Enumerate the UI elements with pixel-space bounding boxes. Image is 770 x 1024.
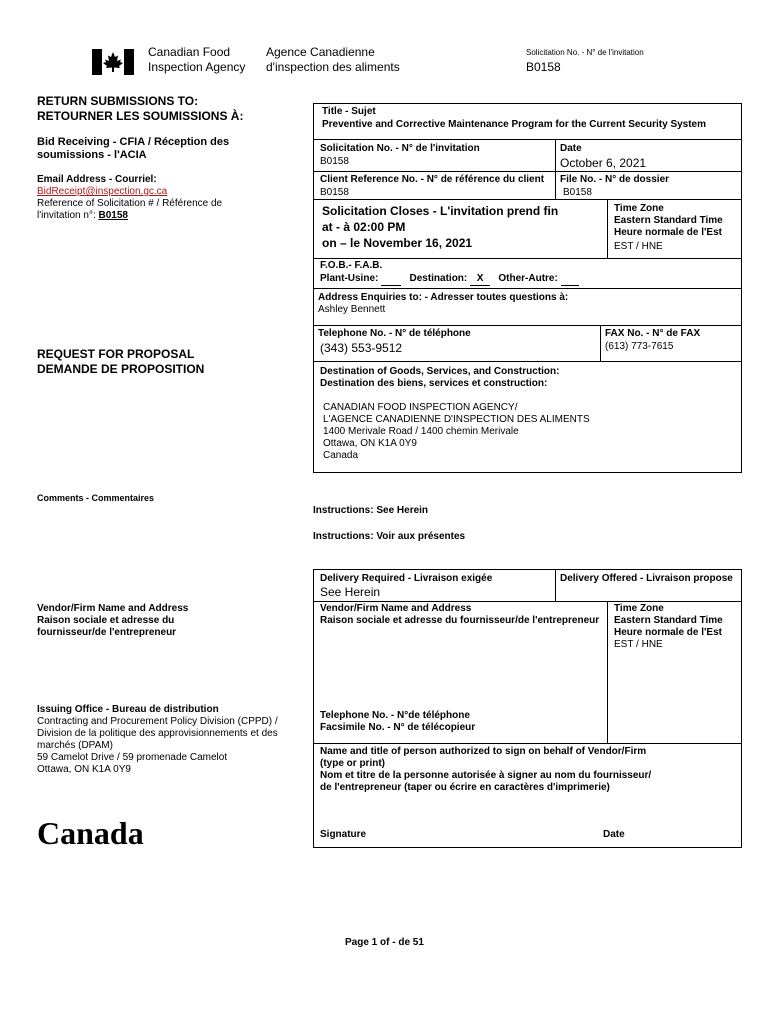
title-label: Title - Sujet <box>322 106 376 117</box>
title-value: Preventive and Corrective Maintenance Program for the Current Security System <box>322 119 707 130</box>
department-name-fr: Agence Canadienne d'inspection des aliments <box>266 45 400 74</box>
client-reference-label: Client Reference No. - N° de référence du client <box>320 174 545 185</box>
fob-options: Plant-Usine: Destination: X Other-Autre: <box>320 273 579 286</box>
solicitation-reference: Reference of Solicitation # / Référence de l'invitation n°: B0158 <box>37 198 223 221</box>
instructions-fr: Instructions: Voir aux présentes <box>313 531 466 542</box>
comments-label: Comments - Commentaires <box>37 493 155 503</box>
fob-label: F.O.B.- F.A.B. <box>320 260 383 271</box>
vendor-name-label: Vendor/Firm Name and Address Raison sociale et adresse du fournisseur/de l'entrepreneur <box>37 603 189 638</box>
solicitation-closes: Solicitation Closes - L'invitation prend fin at - à 02:00 PM on – le November 16, 2021 <box>322 204 559 250</box>
bid-email-link[interactable]: BidReceipt@inspection.gc.ca <box>37 186 168 197</box>
fax-label: FAX No. - N° de FAX <box>605 328 701 339</box>
instructions-en: Instructions: See Herein <box>313 505 429 516</box>
phone-value: (343) 553-9512 <box>320 341 403 355</box>
reference-number: B0158 <box>98 210 128 221</box>
department-name-en: Canadian Food Inspection Agency <box>148 45 246 74</box>
return-submissions-title: RETURN SUBMISSIONS TO: RETOURNER LES SOUMISSIONS À: <box>37 94 244 123</box>
vendor-tel-fax-field[interactable]: Telephone No. - N°de téléphone Facsimile No. - N° de télécopieur <box>320 710 476 733</box>
email-label: Email Address - Courriel: <box>37 174 157 185</box>
destination-address: CANADIAN FOOD INSPECTION AGENCY/ L'AGENCE CANADIENNE D'INSPECTION DES ALIMENTS 1400 Merivale Road / 1400 chemin Merivale Ottawa, ON K1A 0Y9 Canada <box>323 402 590 461</box>
client-reference-value: B0158 <box>320 187 349 198</box>
solicitation-header-label: Solicitation No. - N° de l'invitation <box>526 48 644 57</box>
destination-checkmark: X <box>470 273 490 286</box>
bid-receiving: Bid Receiving - CFIA / Réception des soumissions - l'ACIA <box>37 136 230 161</box>
file-no-label: File No. - N° de dossier <box>560 174 670 185</box>
signature-date-field[interactable]: Date <box>603 829 625 840</box>
enquiries-label: Address Enquiries to: - Adresser toutes questions à: <box>318 292 569 303</box>
canada-wordmark: Canada <box>37 815 144 851</box>
file-no-value: B0158 <box>563 187 592 198</box>
delivery-required-value: See Herein <box>320 585 381 599</box>
maple-leaf-icon <box>92 49 134 75</box>
date-value: October 6, 2021 <box>560 156 647 170</box>
canada-flag-logo <box>92 49 134 75</box>
issuing-office: Issuing Office - Bureau de distribution Contracting and Procurement Policy Division (CPPD) / Division de la politique des approvisionnements et des marchés (DPAM) 59 Camelot Drive / 59 promenade Camelot Ottawa, ON K1A 0Y9 <box>37 704 278 775</box>
solicitation-no-label: Solicitation No. - N° de l'invitation <box>320 143 480 154</box>
vendor-time-zone: Time Zone Eastern Standard Time Heure normale de l'Est EST / HNE <box>614 603 723 650</box>
solicitation-header-number: B0158 <box>526 60 561 74</box>
authorized-person-field[interactable]: Name and title of person authorized to sign on behalf of Vendor/Firm (type or print) Nom et titre de la personne autorisée à signer au nom du fournisseur/ de l'entrepreneur (taper ou écrire en caractères d'imprimerie) <box>320 746 652 793</box>
page-number: Page 1 of - de 51 <box>345 937 424 948</box>
solicitation-no-value: B0158 <box>320 156 349 167</box>
enquiries-contact: Ashley Bennett <box>318 304 386 315</box>
rfp-title: REQUEST FOR PROPOSAL DEMANDE DE PROPOSITION <box>37 347 205 376</box>
delivery-required-label: Delivery Required - Livraison exigée <box>320 573 493 584</box>
fax-value: (613) 773-7615 <box>605 341 674 352</box>
date-label: Date <box>560 143 582 154</box>
signature-field[interactable]: Signature <box>320 829 367 840</box>
destination-title: Destination of Goods, Services, and Construction: Destination des biens, services et construction: <box>320 366 560 389</box>
delivery-offered-label: Delivery Offered - Livraison propose <box>560 573 733 584</box>
vendor-firm-field[interactable]: Vendor/Firm Name and Address Raison sociale et adresse du fournisseur/de l'entrepreneur <box>320 603 600 626</box>
closing-time-zone: Time Zone Eastern Standard Time Heure normale de l'Est EST / HNE <box>614 203 723 252</box>
phone-label: Telephone No. - N° de téléphone <box>318 328 471 339</box>
